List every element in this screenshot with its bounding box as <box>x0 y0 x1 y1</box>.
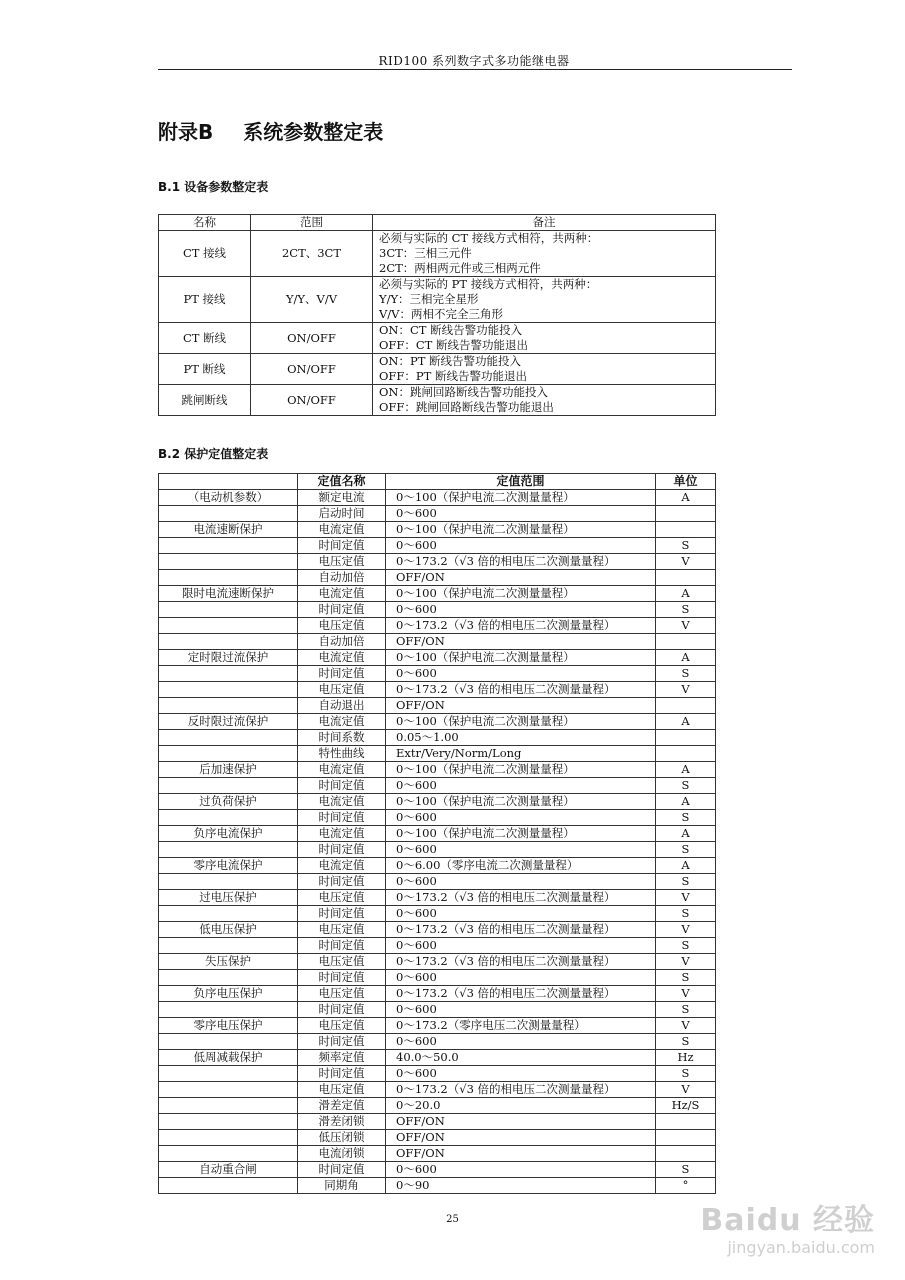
protection-group <box>159 634 298 650</box>
setting-range: 0～600 <box>386 938 656 954</box>
param-notes <box>373 385 716 416</box>
setting-name: 电流定值 <box>298 826 386 842</box>
table-row <box>159 1098 716 1114</box>
protection-group <box>159 746 298 762</box>
note-line: OFF：跳闸回路断线告警功能退出 <box>379 400 554 414</box>
table-row <box>159 874 716 890</box>
protection-group <box>159 1146 298 1162</box>
setting-name: 额定电流 <box>298 490 386 506</box>
protection-group <box>159 842 298 858</box>
setting-range: OFF/ON <box>386 1114 656 1130</box>
setting-unit: V <box>656 682 716 698</box>
note-line: OFF：PT 断线告警功能退出 <box>379 369 527 383</box>
protection-group: 电流速断保护 <box>159 522 298 538</box>
setting-name: 自动加倍 <box>298 634 386 650</box>
table-row <box>159 618 716 634</box>
setting-unit <box>656 730 716 746</box>
setting-unit: S <box>656 906 716 922</box>
table-row <box>159 842 716 858</box>
setting-range: 0～173.2（零序电压二次测量量程） <box>386 1018 656 1034</box>
setting-unit: V <box>656 890 716 906</box>
setting-unit: S <box>656 842 716 858</box>
note-line: 2CT：两相两元件或三相两元件 <box>379 261 541 275</box>
table-row <box>159 522 716 538</box>
column-header-setting-name: 定值名称 <box>298 474 386 490</box>
setting-unit: V <box>656 954 716 970</box>
protection-group <box>159 602 298 618</box>
setting-name: 启动时间 <box>298 506 386 522</box>
protection-group <box>159 730 298 746</box>
param-range: ON/OFF <box>251 354 373 385</box>
page-number: 25 <box>446 1214 459 1225</box>
protection-group <box>159 1066 298 1082</box>
note-line: OFF：CT 断线告警功能退出 <box>379 338 529 352</box>
setting-range: 0～173.2（√3 倍的相电压二次测量量程） <box>386 554 656 570</box>
protection-group: 定时限过流保护 <box>159 650 298 666</box>
table-row <box>159 938 716 954</box>
column-header-notes: 备注 <box>373 215 716 231</box>
protection-group <box>159 682 298 698</box>
param-notes <box>373 231 716 277</box>
setting-range: 0～173.2（√3 倍的相电压二次测量量程） <box>386 618 656 634</box>
setting-range: 0～6.00（零序电流二次测量量程） <box>386 858 656 874</box>
setting-unit <box>656 698 716 714</box>
setting-name: 时间定值 <box>298 842 386 858</box>
table-row <box>159 1146 716 1162</box>
table-row <box>159 634 716 650</box>
appendix-label: 附录B <box>158 120 214 144</box>
setting-range: 0～600 <box>386 778 656 794</box>
setting-unit: A <box>656 762 716 778</box>
column-header-group <box>159 474 298 490</box>
protection-setting-table <box>158 473 716 1194</box>
setting-unit: S <box>656 810 716 826</box>
setting-name: 时间系数 <box>298 730 386 746</box>
table-row <box>159 538 716 554</box>
setting-range: 0～100（保护电流二次测量量程） <box>386 586 656 602</box>
note-line: 必须与实际的 PT 接线方式相符，共两种： <box>379 277 598 291</box>
setting-unit: S <box>656 538 716 554</box>
setting-name: 时间定值 <box>298 1162 386 1178</box>
setting-unit: S <box>656 1002 716 1018</box>
setting-range: Extr/Very/Norm/Long <box>386 746 656 762</box>
setting-range: OFF/ON <box>386 1130 656 1146</box>
column-header-unit: 单位 <box>656 474 716 490</box>
table-row <box>159 826 716 842</box>
param-range: ON/OFF <box>251 323 373 354</box>
table-row <box>159 1066 716 1082</box>
setting-name: 电压定值 <box>298 1018 386 1034</box>
protection-group <box>159 538 298 554</box>
table-row <box>159 1162 716 1178</box>
param-notes <box>373 277 716 323</box>
setting-name: 电压定值 <box>298 986 386 1002</box>
param-range: 2CT、3CT <box>251 231 373 277</box>
protection-group <box>159 938 298 954</box>
protection-group <box>159 1098 298 1114</box>
setting-name: 电流定值 <box>298 650 386 666</box>
setting-name: 时间定值 <box>298 810 386 826</box>
table-row <box>159 1050 716 1066</box>
param-name: CT 断线 <box>159 323 251 354</box>
setting-unit: A <box>656 826 716 842</box>
protection-group <box>159 570 298 586</box>
setting-unit: S <box>656 1034 716 1050</box>
table-row <box>159 385 716 416</box>
setting-name: 时间定值 <box>298 906 386 922</box>
setting-unit <box>656 570 716 586</box>
param-name: PT 接线 <box>159 277 251 323</box>
setting-range: 0～173.2（√3 倍的相电压二次测量量程） <box>386 1082 656 1098</box>
protection-group: 反时限过流保护 <box>159 714 298 730</box>
setting-unit: V <box>656 986 716 1002</box>
protection-group <box>159 1178 298 1194</box>
setting-unit <box>656 1114 716 1130</box>
setting-name: 同期角 <box>298 1178 386 1194</box>
table-row <box>159 906 716 922</box>
column-header-range: 范围 <box>251 215 373 231</box>
setting-unit: A <box>656 586 716 602</box>
protection-group: 零序电压保护 <box>159 1018 298 1034</box>
setting-range: 0～600 <box>386 906 656 922</box>
note-line: ON：CT 断线告警功能投入 <box>379 323 523 337</box>
param-notes <box>373 354 716 385</box>
protection-group <box>159 1130 298 1146</box>
setting-unit: Hz <box>656 1050 716 1066</box>
setting-name: 电流定值 <box>298 586 386 602</box>
table-row <box>159 746 716 762</box>
setting-unit: A <box>656 650 716 666</box>
setting-name: 时间定值 <box>298 1002 386 1018</box>
setting-unit <box>656 1146 716 1162</box>
table-row <box>159 1018 716 1034</box>
setting-range: 0～600 <box>386 506 656 522</box>
setting-range: 0～600 <box>386 1002 656 1018</box>
setting-name: 电压定值 <box>298 682 386 698</box>
setting-range: 0～173.2（√3 倍的相电压二次测量量程） <box>386 954 656 970</box>
setting-unit <box>656 746 716 762</box>
setting-name: 时间定值 <box>298 602 386 618</box>
setting-name: 频率定值 <box>298 1050 386 1066</box>
table-row <box>159 570 716 586</box>
header-rule <box>158 69 792 70</box>
setting-name: 自动退出 <box>298 698 386 714</box>
setting-range: OFF/ON <box>386 1146 656 1162</box>
running-header: RID100 系列数字式多功能继电器 <box>378 54 570 68</box>
setting-range: 0～100（保护电流二次测量量程） <box>386 714 656 730</box>
table-row <box>159 277 716 323</box>
table-row <box>159 666 716 682</box>
table-row <box>159 506 716 522</box>
setting-unit: A <box>656 714 716 730</box>
table-header-row <box>159 474 716 490</box>
setting-unit: S <box>656 874 716 890</box>
protection-group <box>159 554 298 570</box>
setting-name: 时间定值 <box>298 778 386 794</box>
param-notes <box>373 323 716 354</box>
protection-group: 低电压保护 <box>159 922 298 938</box>
setting-range: 0.05～1.00 <box>386 730 656 746</box>
table-row <box>159 778 716 794</box>
setting-unit: A <box>656 858 716 874</box>
setting-unit: A <box>656 490 716 506</box>
setting-range: 0～100（保护电流二次测量量程） <box>386 826 656 842</box>
setting-unit: V <box>656 618 716 634</box>
protection-group: 过负荷保护 <box>159 794 298 810</box>
setting-name: 电流定值 <box>298 762 386 778</box>
protection-group <box>159 874 298 890</box>
setting-range: 0～600 <box>386 842 656 858</box>
param-range: Y/Y、V/V <box>251 277 373 323</box>
setting-range: 0～100（保护电流二次测量量程） <box>386 522 656 538</box>
table-row <box>159 890 716 906</box>
setting-name: 电流定值 <box>298 858 386 874</box>
setting-range: 0～173.2（√3 倍的相电压二次测量量程） <box>386 922 656 938</box>
setting-unit <box>656 1130 716 1146</box>
setting-range: 0～600 <box>386 602 656 618</box>
setting-unit <box>656 522 716 538</box>
setting-range: 0～173.2（√3 倍的相电压二次测量量程） <box>386 890 656 906</box>
protection-group: 低周减载保护 <box>159 1050 298 1066</box>
protection-group: 负序电流保护 <box>159 826 298 842</box>
protection-group <box>159 1002 298 1018</box>
section-b2-heading: B.2 保护定值整定表 <box>158 447 269 461</box>
setting-name: 电流定值 <box>298 522 386 538</box>
setting-name: 电压定值 <box>298 554 386 570</box>
protection-group <box>159 778 298 794</box>
table-row <box>159 1034 716 1050</box>
table-row <box>159 586 716 602</box>
protection-group: 限时电流速断保护 <box>159 586 298 602</box>
protection-group: 自动重合闸 <box>159 1162 298 1178</box>
table-row <box>159 922 716 938</box>
setting-unit: S <box>656 938 716 954</box>
table-row <box>159 354 716 385</box>
protection-group: （电动机参数） <box>159 490 298 506</box>
note-line: 必须与实际的 CT 接线方式相符，共两种： <box>379 231 599 245</box>
setting-name: 滑差闭锁 <box>298 1114 386 1130</box>
setting-range: 0～90 <box>386 1178 656 1194</box>
setting-name: 时间定值 <box>298 874 386 890</box>
protection-group: 零序电流保护 <box>159 858 298 874</box>
param-name: CT 接线 <box>159 231 251 277</box>
setting-unit: Hz/S <box>656 1098 716 1114</box>
setting-name: 时间定值 <box>298 970 386 986</box>
table-row <box>159 794 716 810</box>
table-row <box>159 730 716 746</box>
setting-name: 时间定值 <box>298 1034 386 1050</box>
setting-range: 0～600 <box>386 538 656 554</box>
table-row <box>159 698 716 714</box>
table-row <box>159 970 716 986</box>
setting-range: 0～600 <box>386 970 656 986</box>
setting-name: 电压定值 <box>298 618 386 634</box>
setting-unit <box>656 634 716 650</box>
table-row <box>159 1178 716 1194</box>
table-row <box>159 762 716 778</box>
setting-name: 自动加倍 <box>298 570 386 586</box>
setting-name: 低压闭锁 <box>298 1130 386 1146</box>
protection-group <box>159 1082 298 1098</box>
setting-range: 0～600 <box>386 874 656 890</box>
table-row <box>159 1082 716 1098</box>
table-header-row <box>159 215 716 231</box>
protection-group <box>159 970 298 986</box>
setting-range: 0～173.2（√3 倍的相电压二次测量量程） <box>386 682 656 698</box>
setting-name: 滑差定值 <box>298 1098 386 1114</box>
table-row <box>159 714 716 730</box>
setting-unit: S <box>656 778 716 794</box>
table-row <box>159 1114 716 1130</box>
param-name: PT 断线 <box>159 354 251 385</box>
setting-range: 0～100（保护电流二次测量量程） <box>386 794 656 810</box>
note-line: ON：跳闸回路断线告警功能投入 <box>379 385 548 399</box>
protection-group <box>159 698 298 714</box>
setting-unit: V <box>656 554 716 570</box>
protection-group <box>159 618 298 634</box>
setting-range: 0～600 <box>386 1066 656 1082</box>
setting-range: 0～20.0 <box>386 1098 656 1114</box>
setting-name: 时间定值 <box>298 666 386 682</box>
setting-range: 0～600 <box>386 810 656 826</box>
protection-group: 负序电压保护 <box>159 986 298 1002</box>
table-row <box>159 490 716 506</box>
setting-name: 时间定值 <box>298 1066 386 1082</box>
table-row <box>159 954 716 970</box>
setting-name: 电压定值 <box>298 890 386 906</box>
table-row <box>159 323 716 354</box>
setting-unit: A <box>656 794 716 810</box>
note-line: Y/Y：三相完全星形 <box>379 292 479 306</box>
setting-range: OFF/ON <box>386 570 656 586</box>
table-row <box>159 602 716 618</box>
protection-group: 失压保护 <box>159 954 298 970</box>
setting-name: 电流定值 <box>298 714 386 730</box>
setting-unit: V <box>656 922 716 938</box>
setting-unit <box>656 506 716 522</box>
table-row <box>159 1130 716 1146</box>
setting-name: 电压定值 <box>298 922 386 938</box>
setting-range: OFF/ON <box>386 634 656 650</box>
setting-range: 0～600 <box>386 1162 656 1178</box>
protection-group <box>159 666 298 682</box>
protection-group <box>159 1034 298 1050</box>
table-row <box>159 858 716 874</box>
setting-range: 40.0～50.0 <box>386 1050 656 1066</box>
protection-group <box>159 810 298 826</box>
setting-unit: V <box>656 1018 716 1034</box>
protection-group <box>159 1114 298 1130</box>
appendix-title <box>158 116 383 145</box>
table-row <box>159 682 716 698</box>
setting-range: 0～600 <box>386 1034 656 1050</box>
setting-unit: S <box>656 602 716 618</box>
setting-name: 电流闭锁 <box>298 1146 386 1162</box>
baidu-jingyan-watermark <box>700 1204 875 1258</box>
setting-unit: S <box>656 970 716 986</box>
setting-unit: S <box>656 1162 716 1178</box>
section-b1-heading: B.1 设备参数整定表 <box>158 180 269 194</box>
setting-range: 0～100（保护电流二次测量量程） <box>386 650 656 666</box>
note-line: 3CT：三相三元件 <box>379 246 472 260</box>
setting-unit: S <box>656 666 716 682</box>
setting-range: OFF/ON <box>386 698 656 714</box>
table-row <box>159 650 716 666</box>
table-row <box>159 986 716 1002</box>
setting-name: 电流定值 <box>298 794 386 810</box>
setting-unit: S <box>656 1066 716 1082</box>
setting-name: 电压定值 <box>298 954 386 970</box>
watermark-url: jingyan.baidu.com <box>727 1238 875 1257</box>
setting-unit: ° <box>656 1178 716 1194</box>
setting-range: 0～100（保护电流二次测量量程） <box>386 490 656 506</box>
setting-name: 时间定值 <box>298 938 386 954</box>
setting-name: 时间定值 <box>298 538 386 554</box>
note-line: V/V：两相不完全三角形 <box>379 307 503 321</box>
param-name: 跳闸断线 <box>159 385 251 416</box>
setting-name: 电压定值 <box>298 1082 386 1098</box>
table-row <box>159 810 716 826</box>
device-parameter-table <box>158 214 716 416</box>
protection-group <box>159 906 298 922</box>
appendix-title-text: 系统参数整定表 <box>243 120 384 144</box>
watermark-brand: Baidu 经验 <box>700 1203 875 1238</box>
table-row <box>159 554 716 570</box>
note-line: ON：PT 断线告警功能投入 <box>379 354 522 368</box>
protection-group: 过电压保护 <box>159 890 298 906</box>
column-header-name: 名称 <box>159 215 251 231</box>
table-row <box>159 231 716 277</box>
protection-group: 后加速保护 <box>159 762 298 778</box>
protection-group <box>159 506 298 522</box>
table-row <box>159 1002 716 1018</box>
setting-name: 特性曲线 <box>298 746 386 762</box>
setting-range: 0～100（保护电流二次测量量程） <box>386 762 656 778</box>
param-range: ON/OFF <box>251 385 373 416</box>
column-header-setting-range: 定值范围 <box>386 474 656 490</box>
setting-range: 0～173.2（√3 倍的相电压二次测量量程） <box>386 986 656 1002</box>
setting-range: 0～600 <box>386 666 656 682</box>
setting-unit: V <box>656 1082 716 1098</box>
